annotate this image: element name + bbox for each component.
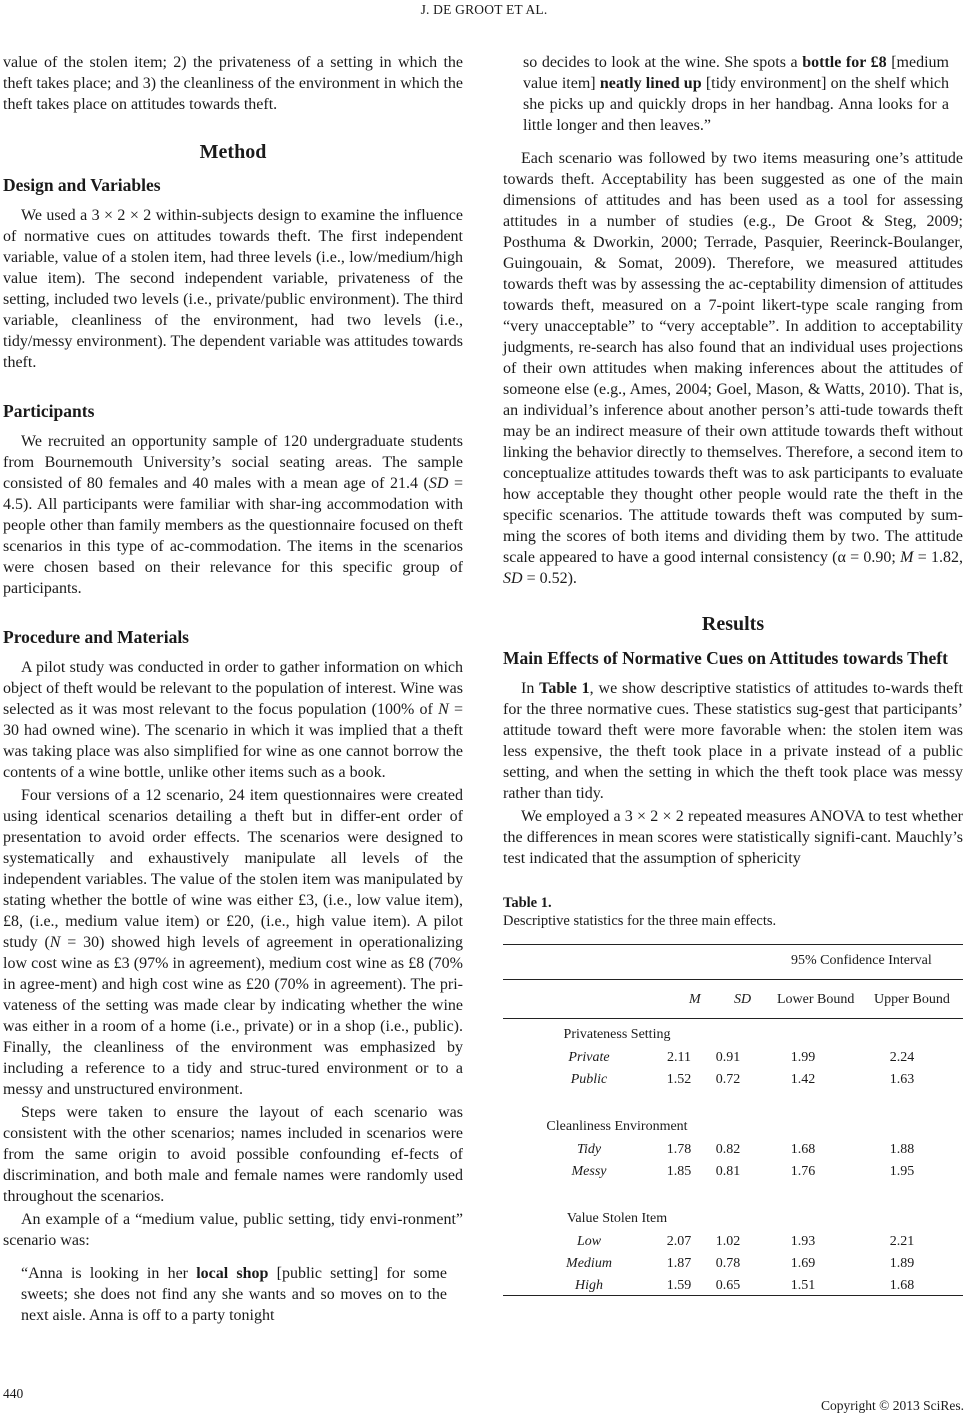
cell-sd: 0.78 (715, 1256, 741, 1271)
table-row (503, 1050, 963, 1070)
results-paragraph-1 (503, 678, 963, 804)
table-group-label: Privateness Setting (563, 1027, 671, 1042)
left-column (3, 50, 463, 1326)
procedure-2-text-a: Four versions of a 12 scenario, 24 item questionnaires were created using identical scenarios detailing a theft but in differ-ent order of presentation to avoid order effects. The scenarios were designed to systematically and exhaustively manipulate all levels of the independent variables. The value of the stolen item was manipulated by stating whether the bottle of wine was either £3, (i.e., low value item), £8, (i.e., medium value item) or £20, (i.e., high value item). A pilot study ( (3, 787, 463, 951)
cell-upper-bound: 2.24 (889, 1050, 915, 1065)
measures-end: = 0.52). (522, 570, 577, 587)
cell-sd: 0.81 (715, 1164, 741, 1179)
row-label: High (575, 1278, 603, 1293)
procedure-1-text-b: = 30 had owned wine). The scenario in which it was implied that a theft was taking place was also simplified for wine as one cannot borrow the contents of a wine bottle, unlike other items such as a book. (3, 701, 463, 781)
procedure-paragraph-3: Steps were taken to ensure the layout of each scenario was consistent with the other scenarios; names included in scenarios were from the same origin to avoid possible confounding ef-fects of discrimination, and both male and female names were randomly used throughout the scenarios. (3, 1104, 463, 1205)
cell-m: 2.11 (667, 1050, 691, 1065)
table-ci-header: 95% Confidence Interval (791, 953, 932, 968)
cell-upper-bound: 1.68 (889, 1278, 915, 1293)
participants-text-b: = 4.5). All participants were familiar with shar-ing accommodation with people other than family members as the questionnaire focused on theft scenarios in this type of ac-commodation. The items in the scenarios were chosen based on their relevance for this specific group of participants. (3, 475, 463, 597)
cell-sd: 0.82 (715, 1142, 741, 1157)
results-paragraph-2: We employed a 3 × 2 × 2 repeated measures ANOVA to test whether the differences in mean scores were statistically signifi-cant. Mauchly’s test indicated that the assumption of sphericity (503, 808, 963, 867)
cell-lower-bound: 1.51 (790, 1278, 816, 1293)
table-row (503, 1072, 963, 1092)
col-header-lower: Lower Bound (777, 992, 855, 1007)
cell-lower-bound: 1.68 (790, 1142, 816, 1157)
results-1-text-b: , we show descriptive statistics of attitudes to-wards theft for the three normative cues. These statistics sug-gest that participants’ attitude toward theft were more favorable when: the stolen item was less expensive, the theft took place in a private instead of a public setting, and when the setting in which the theft took place was messy rather than tidy. (503, 680, 963, 802)
cell-sd: 0.91 (715, 1050, 741, 1065)
table-body (503, 1019, 963, 1295)
row-label: Private (568, 1050, 610, 1065)
measures-m: M (900, 549, 914, 566)
intro-paragraph: value of the stolen item; 2) the privateness of a setting in which the theft takes place; and 3) the cleanliness of the environment in which the theft takes place on attitudes towards theft. (3, 54, 463, 113)
row-label: Messy (571, 1164, 607, 1179)
procedure-paragraph-4: An example of a “medium value, public setting, tidy envi-ronment” scenario was: (3, 1211, 463, 1249)
participants-text-a: We recruited an opportunity sample of 120 undergraduate students from Bournemouth University’s social seating areas. The sample consisted of 80 females and 40 males with a mean age of 21.4 ( (3, 433, 463, 492)
cell-lower-bound: 1.76 (790, 1164, 816, 1179)
measures-paragraph (503, 148, 963, 589)
table-group-label: Value Stolen Item (566, 1211, 668, 1226)
cell-m: 1.85 (666, 1164, 692, 1179)
table-ci-header-row (503, 945, 963, 979)
cell-upper-bound: 2.21 (889, 1234, 915, 1249)
scenario-quote-start (21, 1263, 447, 1326)
cell-m: 1.87 (666, 1256, 692, 1271)
row-label: Public (570, 1072, 608, 1087)
scenario-quote-continued (523, 52, 949, 136)
col-header-sd: SD (734, 992, 752, 1007)
cell-sd: 1.02 (715, 1234, 741, 1249)
quote-text-b: [public setting] for some sweets; she does not find any she wants and so moves on to the next aisle. Anna is off to a party tonight (21, 1265, 447, 1324)
participants-sd: SD (428, 475, 449, 492)
table-row (503, 1234, 963, 1254)
main-effects-heading: Main Effects of Normative Cues on Attitudes towards Theft (503, 648, 948, 668)
row-label: Medium (566, 1256, 612, 1271)
design-heading: Design and Variables (3, 175, 161, 195)
measures-text: Each scenario was followed by two items measuring one’s attitude towards theft. Acceptability has been suggested as one of the main dimensions of attitudes and has been used as a tool for assessing attitudes in a number of studies (e.g., De Groot & Steg, 2009; Posthuma & Dworkin, 2000; Terrade, Pasquier, Reerinck-Boulanger, Guingouain, & Somat, 2009). Therefore, we measured attitudes towards theft was by assessing the ac-ceptability dimension of attitudes towards theft, measured on a 7-point likert-type scale ranging from “very unacceptable” to “very acceptable”. In addition to acceptability judgments, re-search has also found that an individual uses projections of their own attitudes when making inferences about the attitudes of someone else (e.g., Ames, 2004; Goel, Mason, & Watts, 2010). That is, an individual’s inference about another person’s atti-tude towards theft may be an indirect measure of their own attitude towards theft without linking the behavior directly to themselves. Therefore, a second item to conceptualize attitudes towards theft was to ask participants to evaluate how acceptable they thought other people would rate the theft in the specific scenarios. The attitude towards theft was computed by sum-ming the scores of both items and dividing them by two. The attitude scale appeared to have a good internal consistency (α = 0.90; (503, 150, 963, 566)
procedure-1-text-a: A pilot study was conducted in order to gather information on which object of theft would be relevant to the population of interest. Wine was selected as it was most relevant to the focus population (100% of (3, 659, 463, 718)
table-row (503, 1256, 963, 1276)
procedure-2-text-b: = 30) showed high levels of agreement in operationalizing low cost wine as £3 (97% in agreement), medium cost wine as £8 (70% in agree-ment) and high cost wine as £20 (70% in agreement). The pri-vateness of the setting was made clear by indicating whether the wine was either in a room of a home (i.e., private) or in a shop (i.e., public). Finally, the cleanliness of the environment was emphasized by including a reference to a tidy and struc-tured environment or to a messy and unstructured environment. (3, 934, 463, 1098)
procedure-paragraph-2 (3, 785, 463, 1100)
table-1-ref: Table 1 (539, 680, 590, 697)
quote-cont-text-c: [tidy environment] on the shelf which she picks up and quickly drops in her handbag. Anna looks for a little longer and then leaves.” (523, 75, 950, 134)
procedure-2-n: N (49, 934, 61, 951)
cell-upper-bound: 1.95 (889, 1164, 915, 1179)
table-1 (503, 895, 963, 1296)
col-header-m: M (689, 992, 701, 1007)
cell-upper-bound: 1.63 (889, 1072, 915, 1087)
quote-text-a: “Anna is looking in her (21, 1265, 197, 1282)
results-heading: Results (701, 613, 765, 635)
cell-lower-bound: 1.69 (790, 1256, 816, 1271)
cell-lower-bound: 1.93 (790, 1234, 816, 1249)
design-paragraph: We used a 3 × 2 × 2 within-subjects design to examine the influence of normative cues on attitudes towards theft. The first independent variable, value of a stolen item, had three levels (i.e., low/medium/high value item). The second independent variable, privateness of the setting, included two levels (i.e., private/public environment). The third variable, cleanliness of the environment, had two levels (i.e., tidy/messy environment). The dependent variable was attitudes towards theft. (3, 207, 463, 371)
cell-m: 1.78 (666, 1142, 692, 1157)
table-group-label: Cleanliness Environment (546, 1119, 688, 1134)
table-column-headers (503, 980, 963, 1018)
col-header-upper: Upper Bound (874, 992, 950, 1007)
quote-bold-neatly: neatly lined up (599, 75, 702, 92)
row-label: Tidy (576, 1142, 602, 1157)
table-caption: Descriptive statistics for the three main effects. (503, 913, 777, 929)
table-row (503, 1164, 963, 1184)
cell-m: 1.59 (666, 1278, 692, 1293)
procedure-1-n: N (438, 701, 449, 718)
row-label: Low (576, 1234, 602, 1249)
right-column (503, 50, 963, 1296)
procedure-paragraph-1 (3, 657, 463, 783)
running-head: J. DE GROOT ET AL. (420, 2, 548, 17)
copyright: Copyright © 2013 SciRes. (820, 1398, 964, 1413)
cell-lower-bound: 1.99 (790, 1050, 816, 1065)
measures-mid: = 1.82, (913, 549, 963, 566)
table-title: Table 1. (503, 895, 552, 911)
procedure-heading: Procedure and Materials (3, 627, 189, 647)
quote-bold-bottle: bottle for £8 (802, 54, 887, 71)
page-number: 440 (3, 1386, 24, 1401)
cell-upper-bound: 1.89 (889, 1256, 915, 1271)
quote-bold-local-shop: local shop (196, 1265, 269, 1282)
cell-m: 1.52 (666, 1072, 692, 1087)
quote-cont-text-a: so decides to look at the wine. She spots a (523, 54, 803, 71)
table-row (503, 1142, 963, 1162)
quote-cont-text-b: [medium value item] (523, 54, 949, 92)
results-1-text-a: In (521, 680, 540, 697)
cell-lower-bound: 1.42 (790, 1072, 816, 1087)
cell-m: 2.07 (666, 1234, 692, 1249)
participants-heading: Participants (3, 401, 95, 421)
cell-upper-bound: 1.88 (889, 1142, 915, 1157)
cell-sd: 0.72 (715, 1072, 741, 1087)
method-heading: Method (199, 141, 267, 163)
table-row (503, 1278, 963, 1298)
measures-sd: SD (503, 570, 523, 587)
cell-sd: 0.65 (715, 1278, 741, 1293)
participants-paragraph (3, 431, 463, 599)
